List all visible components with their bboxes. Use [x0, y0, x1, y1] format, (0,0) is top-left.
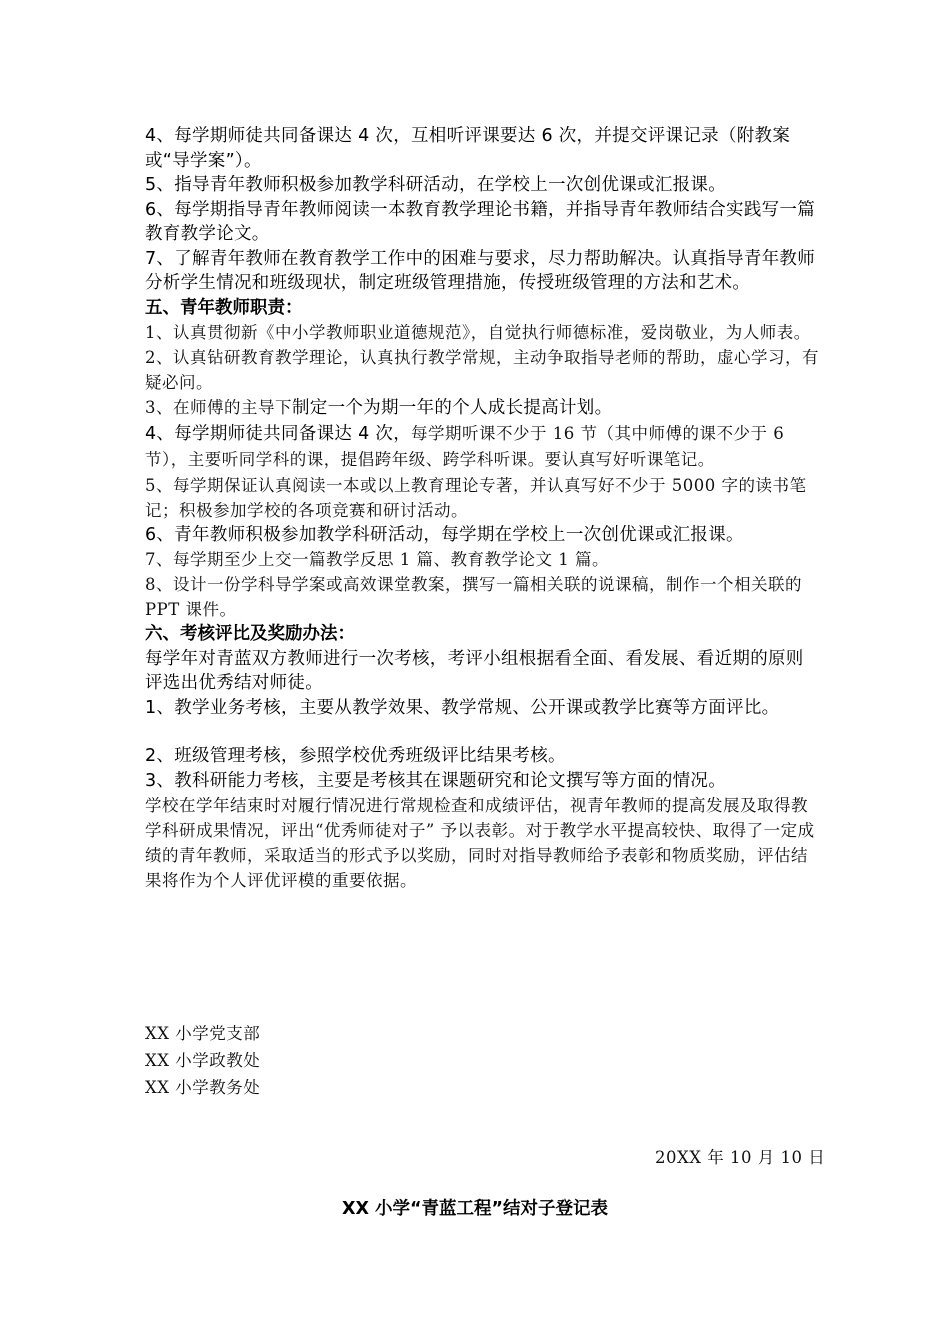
young-duty-3	[145, 395, 820, 421]
signature-political-office: XX 小学政教处	[145, 1051, 261, 1070]
young-duty-4	[145, 421, 820, 473]
young-duty-4-part1: 4、每学期师徒共同备课达 4 次，	[145, 423, 411, 444]
document-body	[145, 124, 820, 893]
blank-line	[145, 720, 820, 744]
assessment-intro: 每学年对青蓝双方教师进行一次考核，考评小组根据看全面、看发展、看近期的原则评选出优秀结对师徒。	[145, 648, 804, 693]
signature-academic-office: XX 小学教务处	[145, 1078, 261, 1097]
assessment-item-2: 2、班级管理考核，参照学校优秀班级评比结果考核。	[145, 746, 566, 766]
young-duty-2: 2、认真钻研教育教学理论，认真执行教学常规，主动争取指导老师的帮助，虚心学习，有疑必问。	[145, 348, 819, 392]
section-heading-assessment: 六、考核评比及奖励办法：	[145, 624, 355, 644]
young-duty-3-part2: 制定一个为期一年的个人成长提高计划。	[292, 398, 613, 418]
assessment-item-3: 3、教科研能力考核，主要是考核其在课题研究和论文撰写等方面的情况。	[145, 770, 727, 791]
assessment-item-1: 1、教学业务考核，主要从教学效果、教学常规、公开课或教学比赛等方面评比。	[145, 697, 780, 718]
young-duty-1: 1、认真贯彻新《中小学教师职业道德规范》，自觉执行师德标准，爱岗敬业，为人师表。	[145, 323, 811, 342]
registration-form-title: XX 小学“青蓝工程”结对子登记表	[341, 1199, 609, 1219]
mentor-duty-4: 4、每学期师徒共同备课达 4 次，互相听评课要达 6 次，并提交评课记录（附教案或“导学案”）。	[145, 126, 791, 171]
mentor-duty-6: 6、每学期指导青年教师阅读一本教育教学理论书籍，并指导青年教师结合实践写一篇教育教学论文。	[145, 199, 816, 244]
young-duty-4-part2: 每学期听课不少于 16 节（其中师傅的课不少于 6 节），主要听同学科的课，提倡跨年级、跨学科听课。要认真写好听课笔记。	[145, 423, 785, 469]
section-heading-young-teacher-duties: 五、青年教师职责：	[145, 297, 303, 318]
young-duty-6: 6、青年教师积极参加教学科研活动，每学期在学校上一次创优课或汇报课。	[145, 524, 744, 545]
young-duty-5: 5、每学期保证认真阅读一本或以上教育理论专著，并认真写好不少于 5000 字的读书笔记；积极参加学校的各项竞赛和研讨活动。	[145, 475, 807, 520]
young-duty-7: 7、每学期至少上交一篇教学反思 1 篇、教育教学论文 1 篇。	[145, 550, 609, 569]
assessment-closing: 学校在学年结束时对履行情况进行常规检查和成绩评估，视青年教师的提高发展及取得教学科研成果情况，评出“优秀师徒对子” 予以表彰。对于教学水平提高较快、取得了一定成绩的青年教师，采取适当的形式予以奖励，同时对指导教师给予表彰和物质奖励，评估结果将作为个人评优评模的重要依据。	[145, 796, 815, 890]
young-duty-3-part1: 3、在师傅的主导下	[145, 398, 292, 417]
signature-block	[145, 1020, 260, 1101]
mentor-duty-5: 5、指导青年教师积极参加教学科研活动，在学校上一次创优课或汇报课。	[145, 175, 727, 195]
mentor-duty-7: 7、了解青年教师在教育教学工作中的困难与要求，尽力帮助解决。认真指导青年教师分析学生情况和班级现状，制定班级管理措施，传授班级管理的方法和艺术。	[145, 248, 816, 293]
document-date: 20XX 年 10 月 10 日	[655, 1148, 826, 1167]
signature-party-branch: XX 小学党支部	[145, 1024, 261, 1043]
young-duty-8: 8、设计一份学科导学案或高效课堂教案，撰写一篇相关联的说课稿，制作一个相关联的 PPT 课件。	[145, 575, 802, 619]
